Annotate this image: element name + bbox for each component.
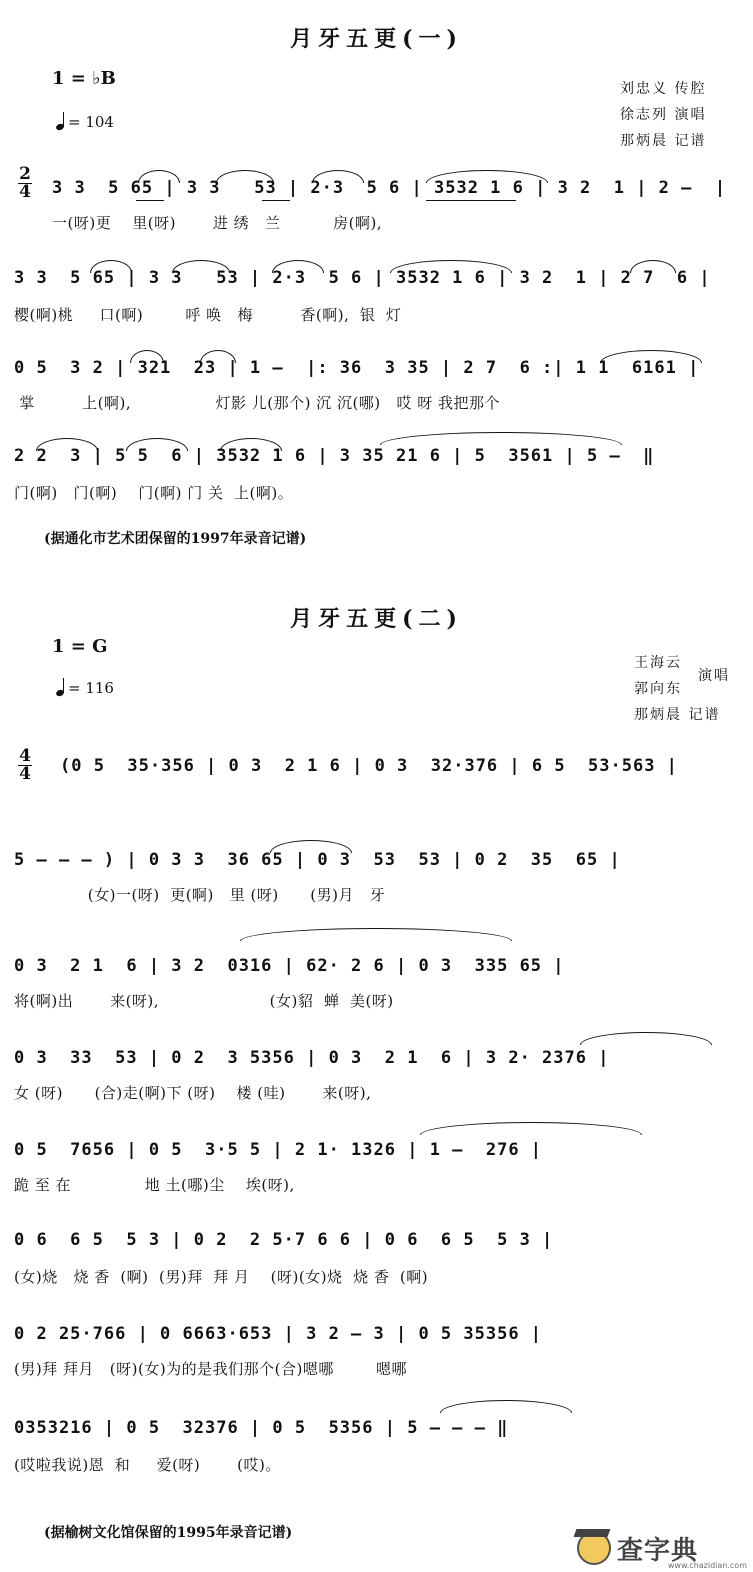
song2-system-6-notes: 0 6 6 5 5 3 | 0 2 2 5·7 6 6 | 0 6 6 5 5 3 |	[14, 1230, 554, 1250]
song2-system-3-notes: 0 3 2 1 6 | 3 2 0316 | 62· 2 6 | 0 3 335 65 |	[14, 956, 565, 976]
slur	[272, 260, 324, 273]
underline	[426, 200, 516, 201]
slur	[580, 1032, 712, 1045]
quarter-note-icon	[56, 112, 66, 130]
song1-system-1-notes: 3 3 5 65 | 3 3 53 | 2·3 5 6 | 3532 1 6 | 3 2 1 | 2 – |	[52, 178, 727, 198]
slur	[312, 170, 364, 183]
song2-system-2-notes: 5 – – – ) | 0 3 3 36 65 | 0 3 53 53 | 0 2 35 65 |	[14, 850, 621, 870]
song2-system-8-notes: 0353216 | 0 5 32376 | 0 5 5356 | 5 – – – ‖	[14, 1418, 509, 1438]
song2-credit-role: 演唱	[698, 668, 730, 684]
logo-url: www.chazidian.com	[667, 1561, 747, 1570]
song1-system-3-notes: 0 5 3 2 | 321 23 | 1 – |: 36 3 35 | 2 7 6 :| 1 1 6161 |	[14, 358, 700, 378]
song2-system-5-notes: 0 5 7656 | 0 5 3·5 5 | 2 1· 1326 | 1 – 276 |	[14, 1140, 543, 1160]
song2-system-8-lyrics: (哎啦我说)恩 和 爱(呀) (哎)。	[14, 1456, 281, 1474]
song2-system-4-notes: 0 3 33 53 | 0 2 3 5356 | 0 3 2 1 6 | 3 2· 2376 |	[14, 1048, 610, 1068]
slur	[90, 260, 132, 273]
slur	[216, 170, 274, 183]
song1-key-signature: 1 = ♭B	[52, 68, 116, 89]
song2-system-2-lyrics: (女)一(呀) 更(啊) 里 (呀) (男)月 牙	[14, 886, 386, 904]
slur	[600, 350, 702, 363]
slur	[126, 438, 188, 451]
slur	[130, 350, 164, 363]
slur	[420, 1122, 642, 1135]
slur	[380, 432, 622, 445]
song2-title: 月牙五更(二)	[290, 606, 463, 632]
graduate-cap-icon	[577, 1531, 611, 1565]
song1-system-4-notes: 2 2 3 | 5 5 6 | 3532 1 6 | 3 35 21 6 | 5 3561 | 5 – ‖	[14, 446, 655, 466]
song2-system-4-lyrics: 女 (呀) (合)走(啊)下 (呀) 楼 (哇) 来(呀),	[14, 1084, 372, 1102]
slur	[138, 170, 180, 183]
site-logo	[577, 1528, 747, 1568]
slur	[426, 170, 548, 183]
slur	[270, 840, 352, 853]
song1-title: 月牙五更(一)	[290, 26, 463, 52]
song1-tempo: = 104	[56, 112, 114, 131]
song2-system-7-notes: 0 2 25·766 | 0 6663·653 | 3 2 – 3 | 0 5 35356 |	[14, 1324, 543, 1344]
quarter-note-icon	[56, 678, 66, 696]
slur	[200, 350, 236, 363]
song2-credit-singer-1: 王海云	[634, 655, 682, 671]
song2-credit-transcriber: 那炳晨 记谱	[634, 707, 721, 723]
song2-system-3-lyrics: 将(啊)出 来(呀), (女)貂 蝉 美(呀)	[14, 992, 394, 1010]
song2-key-signature: 1 = G	[52, 636, 108, 657]
slur	[220, 438, 282, 451]
song1-footnote: (据通化市艺术团保留的1997年录音记谱)	[44, 531, 307, 547]
song2-time-signature: 4 4	[19, 746, 31, 784]
song2-system-7-lyrics: (男)拜 拜月 (呀)(女)为的是我们那个(合)嗯哪 嗯哪	[14, 1360, 408, 1378]
song2-system-1-notes: (0 5 35·356 | 0 3 2 1 6 | 0 3 32·376 | 6 5 53·563 |	[60, 756, 678, 776]
slur	[630, 260, 676, 273]
slur	[440, 1400, 572, 1413]
song2-credit-singer-2: 郭向东	[634, 681, 682, 697]
song2-footnote: (据榆树文化馆保留的1995年录音记谱)	[44, 1525, 293, 1541]
underline	[136, 200, 164, 201]
slur	[240, 928, 512, 941]
underline	[262, 200, 290, 201]
song1-system-2-lyrics: 樱(啊)桃 口(啊) 呼 唤 梅 香(啊), 银 灯	[14, 306, 402, 324]
song1-time-signature: 2 4	[19, 164, 31, 202]
song1-system-4-lyrics: 门(啊) 门(啊) 门(啊) 门 关 上(啊)。	[14, 484, 294, 502]
song1-credit-transcriber: 那炳晨 记谱	[620, 133, 707, 149]
song2-system-6-lyrics: (女)烧 烧 香 (啊) (男)拜 拜 月 (呀)(女)烧 烧 香 (啊)	[14, 1268, 429, 1286]
song1-credit-singer: 徐志列 演唱	[620, 107, 707, 123]
slur	[36, 438, 98, 451]
song1-system-1-lyrics: 一(呀)更 里(呀) 进 绣 兰 房(啊),	[52, 214, 383, 232]
slur	[172, 260, 230, 273]
song2-system-5-lyrics: 跪 至 在 地 土(哪)尘 埃(呀),	[14, 1176, 295, 1194]
slur	[390, 260, 512, 273]
song1-system-3-lyrics: 掌 上(啊), 灯影 儿(那个) 沉 沉(哪) 哎 呀 我把那个	[14, 394, 500, 412]
song1-system-2-notes: 3 3 5 65 | 3 3 53 | 2·3 5 6 | 3532 1 6 | 3 2 1 | 2 7 6 |	[14, 268, 711, 288]
song2-tempo: = 116	[56, 678, 114, 697]
logo-text: 查字典	[617, 1535, 699, 1566]
song1-credit-arranger: 刘忠义 传腔	[620, 81, 707, 97]
